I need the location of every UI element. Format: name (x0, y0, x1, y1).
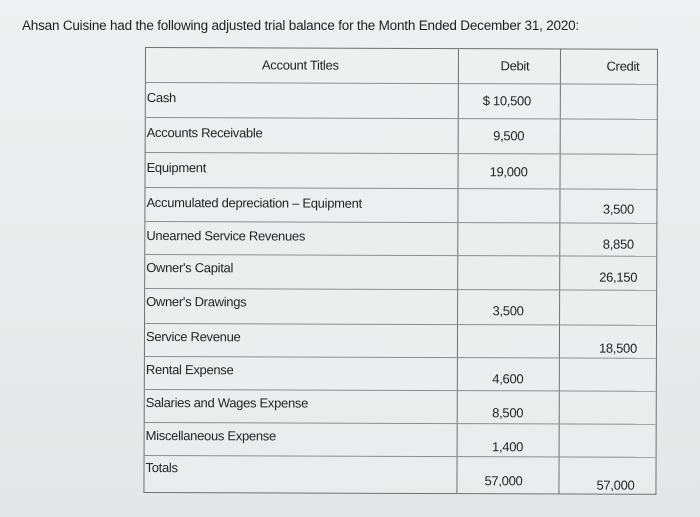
account-title: Cash (146, 90, 177, 106)
header-row (146, 48, 657, 85)
credit-value: 18,500 (598, 340, 637, 356)
trial-balance-table (143, 47, 658, 495)
account-title: Accounts Receivable (146, 125, 263, 141)
debit-value: 1,400 (492, 439, 524, 455)
table-row (145, 357, 656, 392)
table-row (145, 390, 656, 425)
table-row (146, 83, 657, 120)
totals-row (144, 456, 655, 496)
table-row (145, 188, 656, 224)
account-title: Salaries and Wages Expense (145, 395, 309, 411)
account-title: Equipment (146, 160, 207, 176)
table-row (146, 118, 657, 155)
debit-value: 9,500 (493, 128, 525, 144)
account-titles-header: Account Titles (261, 57, 339, 73)
account-title: Service Revenue (145, 329, 241, 345)
table-row (145, 222, 656, 257)
credit-value: 3,500 (602, 201, 634, 217)
debit-value: 3,500 (492, 303, 524, 319)
debit-value: $ 10,500 (482, 93, 531, 109)
heading-text: Ahsan Cuisine had the following adjusted trial balance for the Month Ended December 31, 2020: (22, 18, 580, 33)
debit-header: Debit (500, 58, 530, 74)
account-title: Miscellaneous Expense (145, 428, 276, 444)
account-title: Accumulated depreciation – Equipment (146, 195, 362, 211)
credit-value: 26,150 (599, 269, 638, 285)
totals-label: Totals (145, 460, 178, 476)
table-row (145, 289, 656, 326)
table-row (145, 324, 656, 359)
debit-value: 19,000 (489, 164, 528, 180)
table-row (145, 423, 656, 458)
total-credit-value: 57,000 (596, 477, 635, 493)
account-title: Rental Expense (145, 362, 234, 378)
total-debit-value: 57,000 (484, 473, 523, 489)
account-title: Owner's Capital (146, 260, 234, 276)
table-row (146, 153, 657, 190)
credit-header: Credit (606, 58, 640, 74)
account-title: Unearned Service Revenues (146, 228, 306, 244)
account-title: Owner's Drawings (146, 294, 247, 310)
debit-value: 4,600 (492, 371, 524, 387)
credit-value: 8,850 (602, 236, 634, 252)
debit-value: 8,500 (492, 405, 524, 421)
table-row (145, 255, 656, 291)
